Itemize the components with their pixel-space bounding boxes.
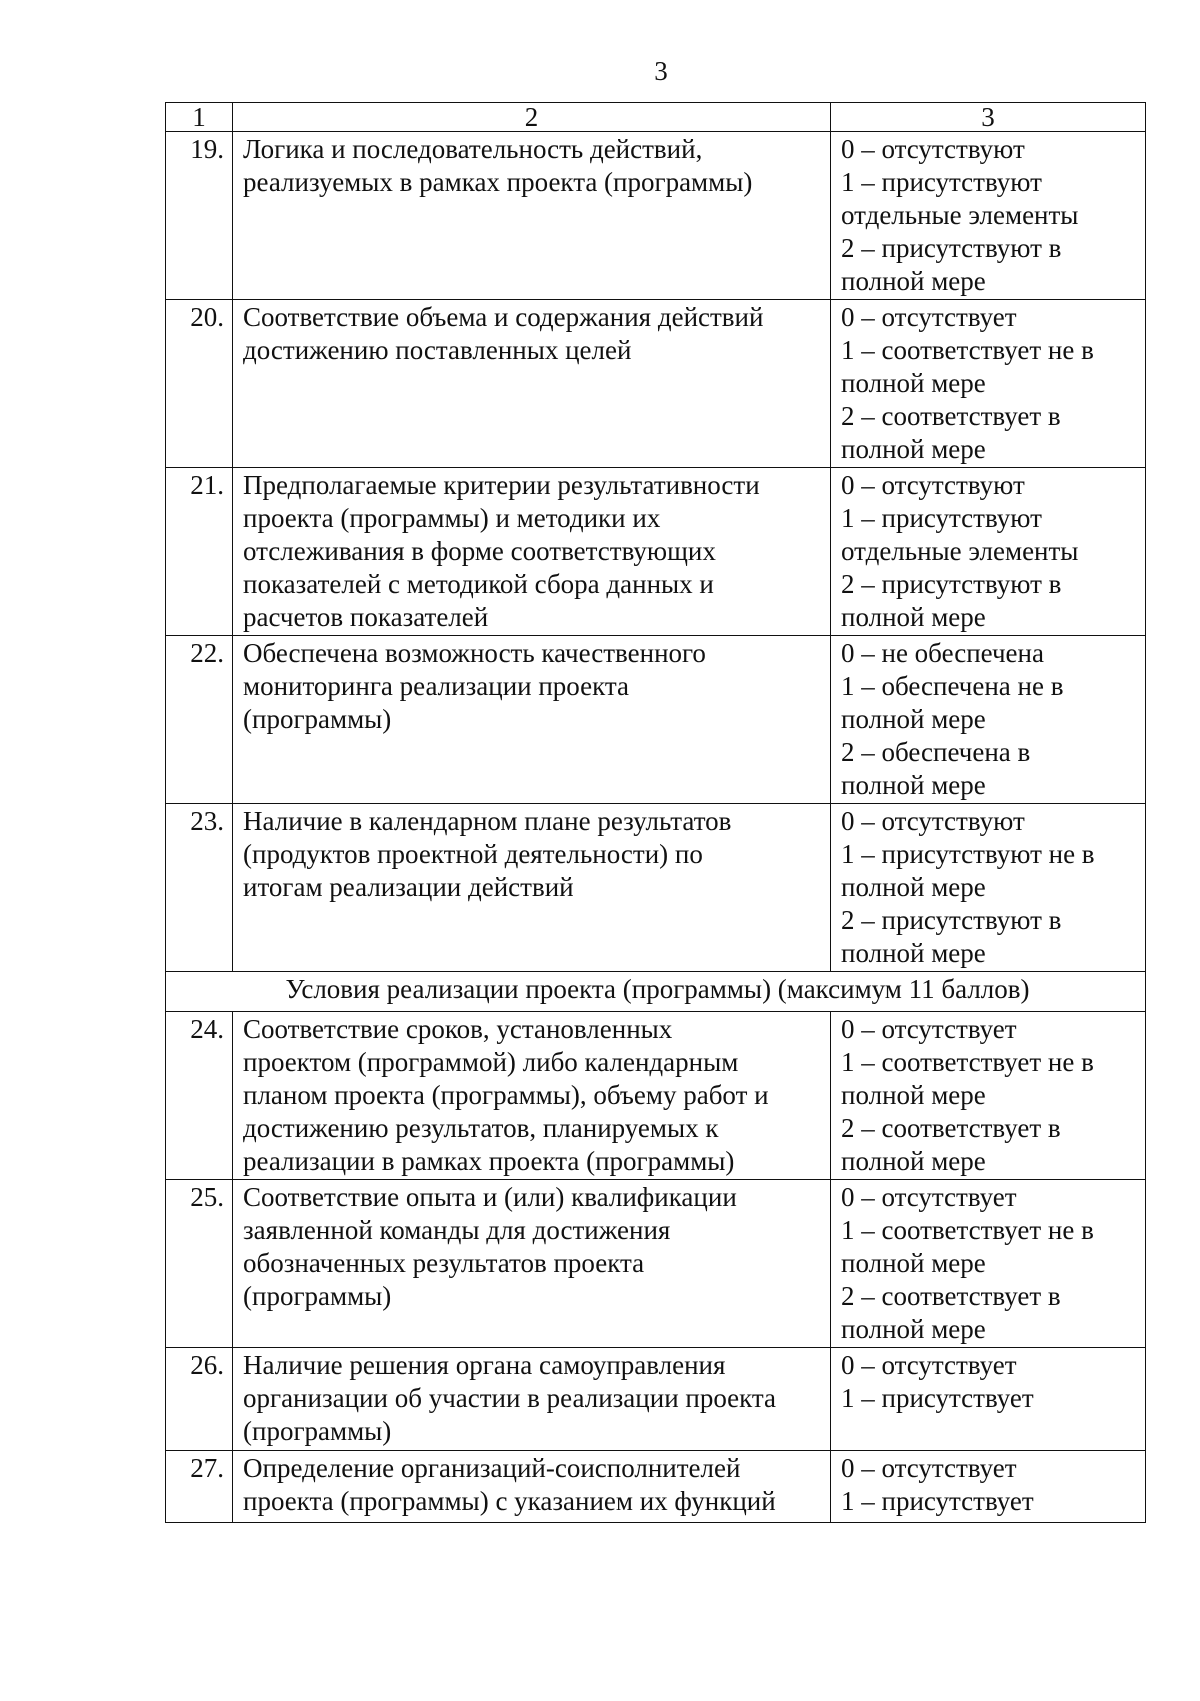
table-row bbox=[166, 1348, 1146, 1451]
row-number: 27. bbox=[166, 1451, 233, 1523]
criterion-cell bbox=[233, 636, 831, 804]
criterion-cell bbox=[233, 1012, 831, 1180]
table-row bbox=[166, 1180, 1146, 1348]
score-line: 0 – не обеспечена bbox=[841, 638, 1044, 668]
criterion-cell bbox=[233, 468, 831, 636]
table-row bbox=[166, 300, 1146, 468]
criterion-line: проекта (программы) с указанием их функций bbox=[243, 1486, 776, 1516]
score-line: 0 – отсутствует bbox=[841, 1350, 1017, 1380]
criterion-line: организации об участии в реализации проекта bbox=[243, 1383, 777, 1413]
score-cell bbox=[831, 1348, 1146, 1451]
table-row bbox=[166, 468, 1146, 636]
score-cell bbox=[831, 1451, 1146, 1523]
score-line: 0 – отсутствуют bbox=[841, 134, 1025, 164]
criterion-line: (программы) bbox=[243, 704, 392, 734]
criterion-line: достижению поставленных целей bbox=[243, 335, 632, 365]
score-line: 2 – соответствует в bbox=[841, 1281, 1061, 1311]
score-line: 0 – отсутствует bbox=[841, 1182, 1017, 1212]
score-cell bbox=[831, 300, 1146, 468]
score-cell bbox=[831, 1012, 1146, 1180]
criterion-line: Соответствие сроков, установленных bbox=[243, 1014, 673, 1044]
criterion-line: планом проекта (программы), объему работ и bbox=[243, 1080, 769, 1110]
criterion-line: (продуктов проектной деятельности) по bbox=[243, 839, 703, 869]
table-row bbox=[166, 1012, 1146, 1180]
score-line: полной мере bbox=[841, 938, 986, 968]
score-line: 0 – отсутствует bbox=[841, 302, 1017, 332]
score-line: 1 – присутствуют не в bbox=[841, 839, 1095, 869]
criterion-line: (программы) bbox=[243, 1416, 392, 1446]
criterion-line: Наличие в календарном плане результатов bbox=[243, 806, 732, 836]
header-col-1: 1 bbox=[166, 103, 233, 132]
score-line: отдельные элементы bbox=[841, 200, 1079, 230]
criterion-cell bbox=[233, 1180, 831, 1348]
criterion-line: мониторинга реализации проекта bbox=[243, 671, 629, 701]
criterion-line: Соответствие объема и содержания действий bbox=[243, 302, 764, 332]
score-line: 2 – присутствуют в bbox=[841, 905, 1062, 935]
score-line: 2 – соответствует в bbox=[841, 401, 1061, 431]
table-row bbox=[166, 132, 1146, 300]
page-number: 3 bbox=[654, 56, 668, 86]
score-line: 0 – отсутствует bbox=[841, 1453, 1017, 1483]
criterion-line: Соответствие опыта и (или) квалификации bbox=[243, 1182, 737, 1212]
table-header-row bbox=[166, 103, 1146, 132]
criterion-line: реализуемых в рамках проекта (программы) bbox=[243, 167, 753, 197]
score-cell bbox=[831, 468, 1146, 636]
score-line: 0 – отсутствуют bbox=[841, 806, 1025, 836]
criterion-cell bbox=[233, 132, 831, 300]
score-line: 0 – отсутствует bbox=[841, 1014, 1017, 1044]
score-line: полной мере bbox=[841, 368, 986, 398]
score-line: полной мере bbox=[841, 1080, 986, 1110]
header-col-2: 2 bbox=[233, 103, 831, 132]
row-number: 21. bbox=[166, 468, 233, 636]
score-line: 2 – присутствуют в bbox=[841, 569, 1062, 599]
header-col-3: 3 bbox=[831, 103, 1146, 132]
criterion-line: заявленной команды для достижения bbox=[243, 1215, 671, 1245]
score-line: 1 – соответствует не в bbox=[841, 1047, 1094, 1077]
row-number: 22. bbox=[166, 636, 233, 804]
score-line: 2 – соответствует в bbox=[841, 1113, 1061, 1143]
criterion-line: Наличие решения органа самоуправления bbox=[243, 1350, 726, 1380]
table-row bbox=[166, 636, 1146, 804]
score-line: полной мере bbox=[841, 1248, 986, 1278]
criterion-line: отслеживания в форме соответствующих bbox=[243, 536, 716, 566]
score-line: полной мере bbox=[841, 602, 986, 632]
criteria-table-body bbox=[166, 103, 1146, 1523]
criterion-line: (программы) bbox=[243, 1281, 392, 1311]
score-cell bbox=[831, 1180, 1146, 1348]
row-number: 19. bbox=[166, 132, 233, 300]
score-line: 1 – соответствует не в bbox=[841, 335, 1094, 365]
score-line: полной мере bbox=[841, 266, 986, 296]
score-line: 2 – присутствуют в bbox=[841, 233, 1062, 263]
row-number: 23. bbox=[166, 804, 233, 972]
criterion-line: проекта (программы) и методики их bbox=[243, 503, 661, 533]
row-number: 26. bbox=[166, 1348, 233, 1451]
criteria-table bbox=[165, 102, 1146, 1523]
section-title: Условия реализации проекта (программы) (максимум 11 баллов) bbox=[166, 972, 1146, 1012]
criterion-cell bbox=[233, 1451, 831, 1523]
score-line: 2 – обеспечена в bbox=[841, 737, 1031, 767]
table-row bbox=[166, 1451, 1146, 1523]
criterion-cell bbox=[233, 300, 831, 468]
score-cell bbox=[831, 804, 1146, 972]
criterion-line: Обеспечена возможность качественного bbox=[243, 638, 706, 668]
row-number: 20. bbox=[166, 300, 233, 468]
criterion-line: Определение организаций-соисполнителей bbox=[243, 1453, 741, 1483]
criterion-line: Предполагаемые критерии результативности bbox=[243, 470, 760, 500]
score-line: полной мере bbox=[841, 1146, 986, 1176]
score-line: 1 – присутствуют bbox=[841, 503, 1042, 533]
score-cell bbox=[831, 132, 1146, 300]
score-line: 1 – обеспечена не в bbox=[841, 671, 1064, 701]
score-line: 0 – отсутствуют bbox=[841, 470, 1025, 500]
score-line: 1 – соответствует не в bbox=[841, 1215, 1094, 1245]
section-row bbox=[166, 972, 1146, 1012]
criterion-line: показателей с методикой сбора данных и bbox=[243, 569, 714, 599]
criterion-line: реализации в рамках проекта (программы) bbox=[243, 1146, 735, 1176]
score-line: полной мере bbox=[841, 434, 986, 464]
score-line: 1 – присутствуют bbox=[841, 167, 1042, 197]
criterion-line: проектом (программой) либо календарным bbox=[243, 1047, 739, 1077]
criterion-line: обозначенных результатов проекта bbox=[243, 1248, 645, 1278]
criterion-line: расчетов показателей bbox=[243, 602, 489, 632]
score-line: полной мере bbox=[841, 872, 986, 902]
row-number: 25. bbox=[166, 1180, 233, 1348]
score-line: 1 – присутствует bbox=[841, 1383, 1034, 1413]
score-line: полной мере bbox=[841, 1314, 986, 1344]
criterion-line: достижению результатов, планируемых к bbox=[243, 1113, 719, 1143]
score-cell bbox=[831, 636, 1146, 804]
score-line: полной мере bbox=[841, 770, 986, 800]
score-line: полной мере bbox=[841, 704, 986, 734]
score-line: 1 – присутствует bbox=[841, 1486, 1034, 1516]
criterion-line: итогам реализации действий bbox=[243, 872, 574, 902]
table-row bbox=[166, 804, 1146, 972]
row-number: 24. bbox=[166, 1012, 233, 1180]
score-line: отдельные элементы bbox=[841, 536, 1079, 566]
criterion-line: Логика и последовательность действий, bbox=[243, 134, 703, 164]
criterion-cell bbox=[233, 804, 831, 972]
criterion-cell bbox=[233, 1348, 831, 1451]
